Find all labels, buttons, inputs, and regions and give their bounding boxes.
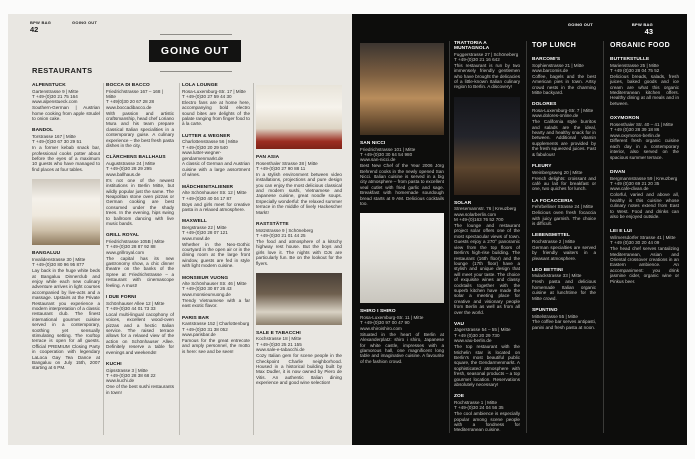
restaurant-entry [532, 268, 596, 301]
restaurant-columns-left [32, 83, 342, 439]
entry-meta-line: T +49-(0)30 27 59 44 30 [182, 93, 232, 99]
entry-meta-line: T +49-(0)30 30 64 54 980 [360, 151, 413, 157]
going-out-banner [149, 40, 241, 62]
column-divider [179, 83, 180, 435]
entry-meta-line: Friedrichstrasse 105B | Mitte [106, 238, 165, 244]
restaurant-name: FLEURY [532, 164, 552, 170]
divider-rule [160, 34, 232, 35]
restaurant-meta [610, 122, 679, 138]
top-lunch-list [532, 57, 596, 330]
restaurant-entry [106, 362, 174, 395]
restaurant-meta [256, 336, 342, 352]
restaurant-description: One of the best sushi restaurants in town! [106, 384, 174, 395]
restaurant-meta [360, 147, 444, 163]
entry-meta-line: Rochstrasse 2 | Mitte [532, 238, 576, 244]
entry-meta-line: T +49-(0)30 97 00 47 90 [360, 320, 410, 326]
restaurant-description: In a stylish environment between video installations, projections and pure design you can enjoy the most delicious classical and modern sushi, Vietnamese and Japanese cuisine, great noodle soups. Especially wonderful: the relaxed summer terrace in the middle of lively Hackescher Markt! [256, 171, 342, 215]
entry-meta-line: www.oxymoron-berlin.de [610, 132, 661, 138]
entry-meta-line: Rosa-Luxemburg-Str. 7 | Mitte [532, 107, 594, 113]
restaurant-entry [610, 229, 679, 284]
restaurant-meta [182, 89, 250, 100]
right-column-1 [360, 41, 444, 437]
restaurant-name: DIVAN [610, 170, 626, 176]
restaurant-name: RASTSTÄTTE [256, 222, 289, 228]
entry-meta-line: Rosa-Luxemburg-Str. 17 | Mitte [182, 88, 246, 94]
restaurant-name: ZOE [454, 394, 465, 400]
restaurant-name: MONSIEUR VUONG [182, 275, 229, 281]
restaurant-meta [610, 63, 679, 74]
restaurant-meta [532, 170, 596, 175]
restaurant-description: Cozy Italian gem for scene people in the Checkpoint Charlie neighborhood. Housed in a historical building built by Max Dudler, it is now owned by Piero de Vitis. An authentic Italian dining experience and good wine selection! [256, 353, 342, 386]
restaurant-description: The food and atmosphere of a kitschy highway rest house. But the boys and girls love it. The nights with DJs are particularly fun. Be on the lookout for the flyers. [256, 238, 342, 266]
entry-meta-line: T +49-(0)30 31 38 052 [182, 326, 228, 332]
restaurant-entry [182, 219, 250, 268]
restaurant-entry [532, 199, 596, 227]
restaurant-entry [182, 276, 250, 309]
restaurant-meta [32, 134, 100, 145]
restaurants-heading: RESTAURANTS [32, 66, 93, 75]
restaurant-entry [182, 83, 250, 127]
restaurant-entry [106, 233, 174, 288]
restaurant-name: LEBENSMITTEL [532, 233, 570, 239]
restaurant-meta [182, 281, 250, 297]
restaurant-description: Boys and girls meet for creative pasta in a relaxed atmosphere. [182, 201, 250, 212]
restaurant-name: SHIRO I SHIRO [360, 309, 396, 315]
restaurant-description: Delicious oven fresh focaccia with juicy garnish. The choice is difficult. [532, 210, 596, 226]
restaurant-name: SPUNTINO [532, 308, 558, 313]
restaurant-description: Delicious breads, salads, fresh juices, baked goods and ice cream are what this organic Mediterranean kitchen offers. Healthy dining at all meals and in between. [610, 73, 679, 106]
restaurant-entry [360, 141, 444, 206]
restaurant-description: Different fresh organic cuisine each day in a contemporary interior, also served on the spacious summer terrace. [610, 138, 679, 160]
entry-meta-line: Gartenstrasse 9 | Mitte [32, 88, 79, 94]
restaurant-entry [360, 309, 444, 364]
page-number-left: 42 [30, 24, 39, 34]
right-column-2 [454, 41, 520, 437]
restaurant-name: BOCCA DI BACCO [106, 83, 150, 88]
entry-meta-line: Motzstrasse 9 | Schöneberg [256, 227, 314, 233]
photo-white-interior [360, 213, 444, 303]
photo-panasia-corridor [256, 85, 342, 149]
restaurant-entry [454, 394, 520, 432]
restaurant-entry [32, 251, 100, 371]
restaurant-name: LEI E LUI [610, 229, 632, 235]
left-column-3 [182, 83, 250, 439]
column-divider [103, 83, 104, 435]
restaurant-entry [610, 57, 679, 106]
column-divider [253, 83, 254, 435]
entry-meta-line: www.solarberlin.com [454, 211, 497, 217]
entry-meta-line: www.sale-e-tabacchi.de [256, 347, 305, 353]
restaurant-entry [610, 116, 679, 160]
entry-meta-line: www.alpenstueck.com [32, 99, 78, 105]
restaurant-columns-right [360, 41, 679, 437]
entry-meta-line: Mulackstrasse 33 | Mitte [532, 273, 582, 279]
entry-meta-line: www.grillroyal.com [106, 249, 145, 255]
restaurant-description: The cool ambience is especially popular among scene people with a fondness for Mediterranean cuisine. [454, 411, 520, 433]
top-lunch-heading: TOP LUNCH [532, 42, 577, 49]
restaurant-name: MÄDCHENITALIENER [182, 184, 234, 190]
restaurant-entry [106, 295, 174, 355]
entry-meta-line: www.dolores-online.de [532, 113, 579, 119]
restaurant-meta [610, 176, 679, 192]
entry-meta-line: www.barcomis.de [532, 67, 568, 73]
photo-san-nicci-hall [360, 43, 444, 135]
restaurant-meta [610, 235, 679, 246]
page-right [352, 14, 687, 445]
left-column-4 [256, 83, 342, 439]
magazine-name-right: BPW BAG 43 [631, 22, 653, 36]
entry-meta-line: www.boccadibacco.de [106, 104, 152, 110]
restaurant-description: A classic of German and Austrian cuisine with a large assortment of wines. [182, 161, 250, 178]
restaurant-entry [532, 308, 596, 330]
entry-meta-line: T +49-(0)30 25 21 155 [256, 341, 302, 347]
restaurant-name: TRATTORIA A MUNTAGNOLA [454, 41, 490, 51]
restaurant-description: The head chef serves tantalizing Mediterranean, Asian and Oriental crossover creations in an Eastern ambience. An accompaniment: you drink jasmine cider, organic wine or Pinkus beer. [610, 246, 679, 284]
restaurant-meta [106, 89, 174, 111]
entry-meta-line: T +49 (0)30 30 20 44 09 [610, 240, 660, 246]
entry-meta-line: T +49-(0)30 24 04 56 35 [454, 405, 504, 411]
restaurant-name: ALPENSTÜCK [32, 83, 66, 88]
entry-meta-line: Wilmersdorfer Strasse 41 | Mitte [610, 234, 676, 240]
restaurant-name: BANDOL [32, 128, 54, 134]
restaurant-description: Coffee, bagels and the best American pies in town. Artsy crowd nests in the charming Mitte backyard. [532, 73, 596, 96]
right-column-organic-food [610, 41, 679, 437]
entry-meta-line: Invalidenstrasse 30 | Mitte [32, 256, 86, 262]
restaurant-description: With passion and artistic craftsmanship, head chef Loriano Mura and his team prepare classical Italian specialities in a contemporary guise. A culinary experience – the best fresh pasta dishes in the city. [106, 110, 174, 149]
entry-meta-line: Auguststrasse 24 | Mitte [106, 160, 156, 166]
restaurant-description: The coffee bar serves antipasti, panini and fresh pasta at noon. [532, 319, 596, 330]
organic-food-list [610, 57, 679, 284]
restaurant-entry [106, 155, 174, 226]
restaurant-meta [532, 239, 596, 244]
restaurant-name: BARCOMI'S [532, 57, 561, 62]
entry-meta-line: Friedrichstrasse 101 | Mitte [360, 146, 416, 152]
restaurant-meta [106, 301, 174, 312]
restaurant-meta [454, 52, 520, 63]
entry-meta-line: Schönhauser Allee 12 | Mitte [106, 300, 165, 306]
entry-meta-line: Bergmannstrasse 59 | Kreuzberg [610, 175, 678, 181]
restaurant-name: OXYMORON [610, 116, 640, 122]
restaurant-description: Southern-German | Austrian home cooking from apple strudel to onion cake. [32, 105, 100, 122]
entry-meta-line: Weinbergsweg 20 | Mitte [532, 169, 583, 175]
entry-meta-line: Alte Schönhauser Str. 12 | Mitte [182, 190, 247, 196]
entry-meta-line: www.lutter-wegner-gendarmenmarkt.de [182, 150, 224, 161]
restaurant-meta [106, 161, 174, 177]
entry-meta-line: M +49-(0)163 76 52 700 [454, 217, 504, 223]
restaurant-description: Trendy Vietnamese with a far east exotic flavor. [182, 297, 250, 309]
restaurant-entry [532, 233, 596, 261]
restaurant-entry [454, 41, 520, 90]
restaurant-meta [182, 321, 250, 337]
restaurant-entry [182, 134, 250, 178]
restaurant-description: Whether in the Neo-Gothic courtyard in the open air or in the dining room at the large front window, guests are fed in style with light modern cuisine. [182, 241, 250, 269]
entry-meta-line: T +49-(0)30 44 01 73 33 [106, 305, 156, 311]
running-head-section-left: GOING OUT [72, 20, 98, 25]
entry-meta-line: T +49-(0)30 21 75 164 [32, 93, 78, 99]
restaurant-name: PARIS BAR [182, 315, 209, 321]
restaurant-meta [532, 204, 596, 209]
restaurant-description: The top restaurant with the Michelin star is located on Berlin's most beautiful public square, the Gendarmenmarkt. A sophisticated atmosphere with fresh, seasonal products – a top gourmet location. Reservations absolutely necessary! [454, 344, 520, 388]
restaurant-meta [32, 257, 100, 268]
restaurant-description: Fresh pasta and delicious homemade Italian organic cuisine at lunchtime for the Mitte crowd. [532, 279, 596, 301]
entry-meta-line: Kochstrasse 18 | Mitte [256, 336, 302, 342]
entry-meta-line: www.ballhaus.de [106, 171, 141, 177]
photo-bandol-interior [32, 179, 100, 245]
photo-sale-e-tabacchi-interior [256, 273, 342, 325]
restaurant-entry [182, 185, 250, 213]
restaurant-description: The lounge and restaurant project solar offers one of the most spectacular views of town. Guests enjoy a 270° panoramic view from the top floors of Berlin's high-rise building. The restaurant (16th floor) and the lounge (17th floor) have a stylish and unique design that will meet your taste. The choice of exquisite wines and classy cocktails together with the superb kitchen have made the solar a meeting place for creative and visionary people from Berlin as well as from all over the world. [454, 223, 520, 315]
entry-meta-line: www.shiroishiro.com [360, 325, 402, 331]
entry-meta-line: Alte Schönhauser Str. 46 | Mitte [182, 281, 247, 287]
entry-meta-line: T +49-(0)30 28 38 68 22 [106, 372, 156, 378]
entry-meta-line: T +49-(0)30 80 96 95 877 [32, 262, 85, 268]
entry-meta-line: T +49-(0)30 40 04 17 87 [182, 195, 232, 201]
entry-meta-line: T +49-(0)30 28 29 295 [106, 166, 152, 172]
restaurant-name: I DUE FORNI [106, 295, 137, 300]
restaurant-name: SAN NICCI [360, 141, 386, 146]
restaurant-description: French delights: croissant and café au lait for breakfast or one, two quiches for lunch. [532, 175, 596, 192]
entry-meta-line: Jägerstrasse 54 – 55 | Mitte [454, 327, 511, 333]
restaurant-entry [256, 222, 342, 266]
restaurant-entry [532, 57, 596, 95]
entry-meta-line: T +49-(0)30 21 16 642 [454, 56, 500, 62]
restaurant-meta [454, 400, 520, 411]
restaurant-meta [532, 63, 596, 74]
restaurant-name: SOLAR [454, 200, 472, 206]
entry-meta-line: www.vau-berlin.de [454, 338, 492, 344]
entry-meta-line: Fuggerstrasse 27 | Schöneberg [454, 51, 519, 57]
restaurant-meta [532, 314, 596, 319]
restaurant-name: GRILL ROYAL [106, 233, 140, 239]
restaurant-meta [182, 190, 250, 201]
running-head-section-right: GOING OUT [567, 22, 593, 27]
restaurant-description: German specialties are served by friendly waiters in a pleasant atmosphere. [532, 244, 596, 261]
restaurant-description: Local multi-lingual cacophony of voices, excellent wood-oven pizzas and a hectic Italian service. The raised terrace allows for a relaxed view of the action on Schönhauser Allee. Definitely reserve a table for evenings and weekends! [106, 311, 174, 355]
entry-meta-line: Friedrichstrasse 167 – 168 | Mitte [106, 88, 163, 99]
entry-meta-line: Fehrbelliner Strasse 24 | Mitte [532, 204, 594, 210]
entry-meta-line: T +49-(0)30 28 07 121 [182, 230, 228, 236]
entry-meta-line: www.monsieurvuong.de [182, 291, 231, 297]
restaurant-name: MAXWELL [182, 219, 207, 225]
restaurant-name: BUTTERSTULLE [610, 57, 650, 62]
restaurant-name: BANGALUU [32, 251, 61, 257]
page-left [8, 14, 352, 445]
restaurant-description: The capital has its new gastronomy show, a chic dinner theatre on the banks of the Spree at Friedrichstrasse – a restaurant with cinemascope feeling. A must! [106, 255, 174, 288]
entry-meta-line: Charlottenstrasse 56 | Mitte [182, 139, 239, 145]
restaurant-entry [610, 170, 679, 219]
entry-meta-line: Marienstrasse 25 | Mitte [610, 62, 659, 68]
magazine-name-left: BPW BAG 42 [30, 20, 52, 34]
entry-meta-line: Sophienstrasse 21 | Mitte [532, 62, 584, 68]
restaurant-name: VAU [454, 321, 465, 327]
column-divider [603, 41, 604, 433]
entry-meta-line: T +49-(0)30 28 87 92 88 [106, 244, 156, 250]
restaurant-meta [532, 108, 596, 119]
entry-meta-line: www.cafe-divan.de [610, 186, 649, 192]
entry-meta-line: T +49-(0)30 27 90 88 11 [256, 165, 306, 171]
entry-meta-line: T +49-(0)30 21 01 44 25 [256, 232, 306, 238]
restaurant-description: It's not one of the newest institutions in Berlin Mitte, but wildly popular just the same. The Neapolitan stone oven pizzas or German cooking are best consumed under the shady trees. In the evening, hips swing to ballroom dancing with live music bands. [106, 177, 174, 226]
restaurant-description: Famous for the great entrecote and amply personnel, the motto is here: see and be seen! [182, 337, 250, 354]
restaurant-entry [454, 322, 520, 387]
restaurant-meta [32, 89, 100, 105]
entry-meta-line: T +49-(0)30 30 87 26 43 [182, 286, 232, 292]
entry-meta-line: Bergstrasse 22 | Mitte [182, 224, 227, 230]
page-number-right: 43 [644, 26, 653, 36]
entry-meta-line: www.san-nicci.de [360, 157, 396, 163]
restaurant-meta [454, 206, 520, 222]
right-column-top-lunch [532, 41, 596, 437]
restaurant-description: This restaurant is run by two immensely friendly gentlemen who have brought the delicacies of a little-known Italian culinary region to Berlin. A discovery! [454, 62, 520, 90]
restaurant-description: Electro fans are at home here, accompanying bold electro sound bites are delights of the palate ranging from finger food to à la carte. [182, 99, 250, 127]
entry-meta-line: Rosa-Luxemburg-Str. 11 | Mitte [360, 314, 424, 320]
entry-meta-line: T +49-(0)30 20 29 540 [182, 144, 228, 150]
restaurant-meta [182, 225, 250, 241]
restaurant-description: In a former kebab snack bar, professional cooks potter about before the eyes of a maximum 10 guests who have managed to find places at four tables. [32, 145, 100, 172]
banner-title: GOING OUT [160, 45, 230, 57]
entry-meta-line: Rosenthaler Str. 40 – 41 | Mitte [610, 121, 674, 127]
restaurant-entry [32, 128, 100, 172]
restaurant-name: LUTTER & WEGNER [182, 133, 231, 139]
restaurant-meta [256, 161, 342, 172]
restaurant-description: Best New Chef of the Year 2006 Jörg Behrend cooks in the newly opened San Nicci. Italian cuisine is served in a big city atmosphere – from pasta to excellent veal cutlet with fried garlic and sage. Breakfast with homemade sourdough bread starts at 9 AM. Delicious cocktails too. [360, 163, 444, 207]
restaurant-entry [256, 331, 342, 386]
restaurant-name: LA FOCACCERIA [532, 198, 573, 204]
entry-meta-line: www.mxwl.de [182, 235, 210, 241]
restaurant-entry [532, 102, 596, 157]
restaurant-meta [106, 239, 174, 255]
restaurant-name: CLÄRCHENS BALLHAUS [106, 155, 166, 161]
restaurant-name: LOLA LOUNGE [182, 83, 218, 88]
restaurant-meta [256, 228, 342, 239]
entry-meta-line: T +49(0)30 20 67 28 28 [106, 99, 155, 105]
entry-meta-line: T +49 (0)30 69 21 20 35 [610, 181, 660, 186]
photo-solar-view [454, 97, 520, 195]
left-column-2 [106, 83, 174, 439]
entry-meta-line: Gipsstrasse 3 | Mitte [106, 367, 148, 373]
restaurant-description: The California style burritos and salads are the ideal, hearty and healthy snack for in between. Additional vitamin supplements are provided by the fresh squeezed juices. Fast & fabulous! [532, 119, 596, 157]
divider-rule [160, 71, 232, 72]
column-divider [449, 41, 450, 433]
restaurant-description: Situated in the heart of Berlin at Alexanderplatz: shiro i shiro, Japanese for white castle, impresses with a glamorous hall, one magnificent long table and imaginative cuisine. A favourite of the fashion crowd. [360, 331, 444, 364]
entry-meta-line: Rochstrasse 1 | Mitte [454, 399, 498, 405]
restaurant-name: PAN ASIA [256, 155, 280, 160]
restaurant-name: SALE E TABACCHI [256, 330, 301, 336]
entry-meta-line: T +49 (0)30 28 04 75 52 [610, 67, 660, 73]
restaurant-meta [106, 368, 174, 384]
restaurant-entry [106, 83, 174, 148]
entry-meta-line: Rosenthaler Strasse 38 | Mitte [256, 160, 318, 166]
restaurant-entry [182, 316, 250, 354]
restaurant-name: KUCHI [106, 362, 122, 368]
entry-meta-line: T +49 (0)30 28 39 18 86 [610, 127, 660, 133]
restaurant-description: Lay back in the huge white beds at Bangaluu Dinnerclub and enjoy while each new culinary adventure arrives in light courses accompanied by live-acts and a massage. Upstairs at the Private Restaurant you experience a modern interpretation of a classic restaurant club. The finest international gourmet cuisine served in a contemporary, soothing yet sensually stimulating setting. The rooftop terrace is open for all guests. Official PREMIUM Closing Party in cooperation with legendary LaLoca Gay Tea Dance at Bangaluu on July 15th, 2007 starting at 6 PM. [32, 268, 100, 371]
restaurant-name: LEO BETTINI [532, 267, 563, 273]
restaurant-meta [360, 315, 444, 331]
left-column-1 [32, 83, 100, 439]
entry-meta-line: Torstrasse 167 | Mitte [32, 133, 76, 139]
entry-meta-line: Mittelstrasse 55 | Mitte [532, 313, 578, 319]
restaurant-meta [454, 327, 520, 343]
entry-meta-line: www.parisbar.de [182, 331, 216, 337]
restaurant-meta [182, 139, 250, 161]
entry-meta-line: T +49 (0)30 20 29 730 [454, 332, 500, 338]
entry-meta-line: Kantstrasse 152 | Charlottenburg [182, 321, 250, 327]
restaurant-entry [454, 201, 520, 315]
entry-meta-line: T +49-(0)30 67 30 29 51 [32, 139, 82, 145]
entry-meta-line: www.kuchi.de [106, 378, 135, 384]
restaurant-entry [256, 155, 342, 215]
column-divider [526, 41, 527, 433]
restaurant-description: Colorful, varied and above all, healthy is this cuisine whose culinary notes extend from East to West. Food and drinks can also be enjoyed outside. [610, 192, 679, 219]
entry-meta-line: Stresemannstr. 76 | Kreuzberg [454, 206, 517, 212]
organic-food-heading: ORGANIC FOOD [610, 42, 671, 49]
restaurant-meta [532, 273, 596, 278]
restaurant-entry [32, 83, 100, 121]
restaurant-name: DOLORES [532, 102, 557, 108]
restaurant-entry [532, 164, 596, 192]
